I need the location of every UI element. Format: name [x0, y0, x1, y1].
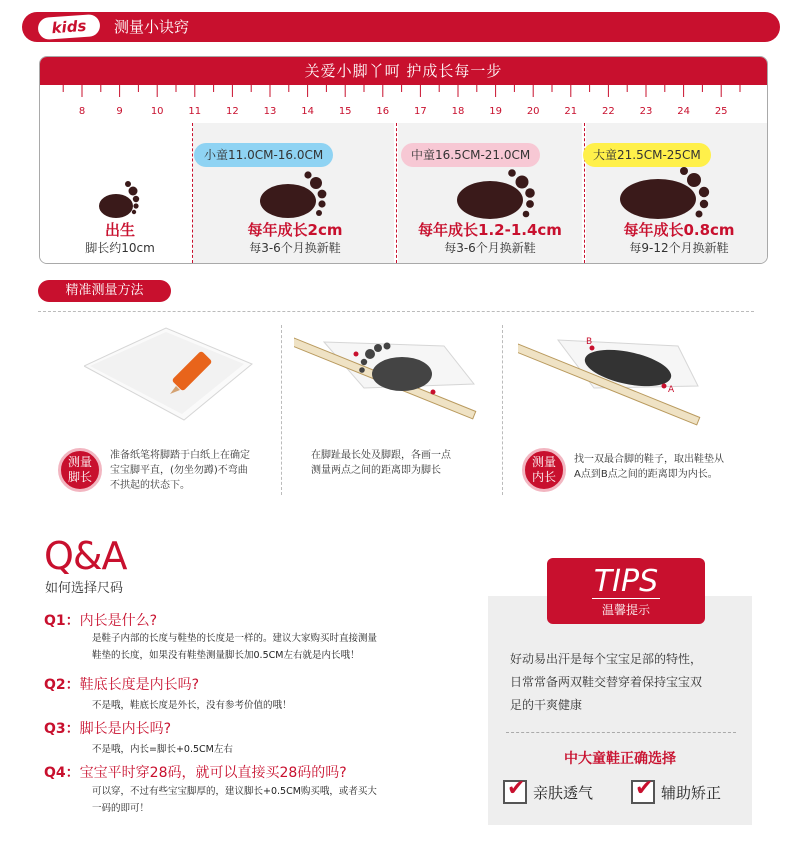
ruler-tick-label: 13	[263, 106, 277, 117]
tips-heading: 中大童鞋正确选择	[564, 751, 676, 767]
text-line: 在脚趾最长处及脚跟，各画一点	[311, 450, 451, 461]
ruler-tick-label: 9	[116, 106, 123, 117]
size-range-medium: 中童16.5CM-21.0CM	[401, 143, 540, 167]
ruler-tick-label: 25	[714, 106, 728, 117]
footprint-baby-icon	[96, 179, 146, 219]
ruler-tick-label: 22	[602, 106, 615, 117]
ruler-tick-label: 17	[414, 106, 427, 117]
stage-subtitle-large: 每9-12个月换新鞋	[629, 241, 729, 255]
method-step-2-text	[311, 448, 451, 478]
question-4	[44, 762, 347, 782]
question-1	[44, 610, 157, 630]
tips-title: TIPS	[593, 564, 659, 599]
badge-line-1: 测量	[67, 455, 92, 469]
answer-3	[92, 741, 233, 758]
ruler-slogan: 关爱小脚丫呵 护成长每一步	[304, 62, 503, 80]
divider	[281, 325, 282, 495]
ruler-tick-label: 8	[78, 106, 86, 117]
ruler-tick-label: 19	[489, 106, 502, 117]
answer-line: 可以穿，不过有些宝宝脚厚的，建议脚长+0.5CM购买哦，或者买大	[92, 786, 377, 797]
ruler-tick-label: 21	[564, 106, 578, 117]
text-line: 测量两点之间的距离即为脚长	[311, 465, 441, 476]
text-line: 找一双最合脚的鞋子，取出鞋垫从	[574, 454, 724, 465]
divider	[584, 123, 585, 263]
ruler-tick-label: 10	[150, 106, 164, 117]
ruler-ticks	[40, 85, 768, 105]
answer-2	[92, 697, 292, 714]
badge-line-1: 测量	[531, 455, 556, 469]
ruler-tick-label: 14	[301, 106, 314, 117]
ruler-tick-label: 15	[338, 106, 352, 117]
ruler-tick-label: 24	[677, 106, 690, 117]
question-3	[44, 718, 171, 738]
answer-1	[92, 630, 377, 664]
stage-subtitle-small: 每3-6个月换新鞋	[249, 241, 341, 255]
question-text: 宝宝平时穿28码，就可以直接买28码的吗?	[79, 765, 347, 781]
ruler-tick-label: 16	[376, 106, 390, 117]
divider	[592, 598, 660, 599]
ruler-tick-label: 18	[451, 106, 465, 117]
stage-title-baby: 出生	[104, 221, 135, 239]
divider	[506, 732, 736, 733]
question-text: 鞋底长度是内长吗?	[79, 677, 200, 693]
paper-pencil-illustration	[84, 326, 254, 422]
ruler-band	[40, 57, 767, 85]
stage-subtitle-medium: 每3-6个月换新鞋	[444, 241, 536, 255]
badge-line-2: 内长	[531, 470, 556, 484]
section-header-bar	[22, 12, 780, 42]
question-number: Q1：	[44, 613, 80, 629]
text-line: A点到B点之间的距离即为内长。	[574, 469, 718, 480]
stage-title-medium: 每年成长1.2-1.4cm	[418, 221, 562, 239]
stage-subtitle-baby: 脚长约10cm	[85, 241, 155, 255]
insole-ruler-illustration	[518, 334, 704, 430]
qa-subtitle: 如何选择尺码	[45, 581, 124, 596]
question-number: Q3：	[44, 721, 80, 737]
ruler-tick-label: 12	[226, 106, 239, 117]
ruler-tick-label: 23	[639, 106, 653, 117]
tips-badge	[547, 558, 705, 624]
size-range-large: 大童21.5CM-25CM	[583, 143, 711, 167]
answer-4	[92, 783, 377, 817]
answer-line: 不是哦，鞋底长度是外长，没有参考价值的哦！	[92, 700, 292, 711]
text-line: 准备纸笔将脚踏于白纸上在确定	[110, 450, 250, 461]
label-b: B	[586, 337, 593, 347]
question-number: Q4：	[44, 765, 80, 781]
footprint-medium-icon	[454, 169, 542, 223]
ruler-tick-label: 11	[188, 106, 202, 117]
stage-title-small: 每年成长2cm	[247, 221, 343, 239]
qa-title: Q&A	[44, 534, 127, 578]
foot-ruler-illustration	[294, 334, 478, 430]
label-a: A	[668, 385, 675, 395]
check-mark-icon: ✔	[635, 776, 654, 801]
tips-subtitle: 温馨提示	[601, 603, 650, 617]
ruler-tick-label: 20	[526, 106, 540, 117]
divider	[396, 123, 397, 263]
answer-line: 不是哦，内长=脚长+0.5CM左右	[92, 744, 233, 755]
answer-line: 一码的即可！	[92, 803, 150, 814]
section-title: 测量小诀窍	[114, 18, 190, 36]
stage-title-large: 每年成长0.8cm	[623, 221, 735, 239]
badge-line-2: 脚长	[67, 470, 92, 484]
check-label: 亲肤透气	[533, 784, 594, 802]
divider	[192, 123, 193, 263]
footprint-small-icon	[258, 171, 334, 221]
answer-line: 鞋垫的长度，如果没有鞋垫测量脚长加0.5CM左右就是内长哦！	[92, 650, 360, 661]
check-mark-icon: ✔	[507, 776, 526, 801]
kids-logo: kids	[37, 14, 100, 40]
measure-inner-length-badge	[522, 448, 566, 492]
question-text: 脚长是内长吗?	[79, 721, 172, 737]
question-text: 内长是什么?	[79, 613, 158, 629]
footprint-large-icon	[616, 167, 716, 223]
question-2	[44, 674, 199, 694]
text-line: 不拱起的状态下。	[110, 480, 190, 491]
measure-foot-length-badge	[58, 448, 102, 492]
check-label: 辅助矫正	[661, 784, 722, 802]
text-line: 宝宝脚平直，(勿坐勿蹲)不弯曲	[110, 465, 248, 476]
size-range-small: 小童11.0CM-16.0CM	[194, 143, 333, 167]
divider	[502, 325, 503, 495]
size-growth-panel	[39, 56, 768, 264]
method-step-1-text	[110, 448, 250, 493]
tips-text	[510, 648, 740, 717]
method-step-3-text	[574, 452, 724, 482]
method-title: 精准测量方法	[38, 280, 171, 302]
text-line: 好动易出汗是每个宝宝足部的特性，	[510, 652, 703, 666]
text-line: 足的干爽健康	[510, 698, 583, 712]
answer-line: 是鞋子内部的长度与鞋垫的长度是一样的。建议大家购买时直接测量	[92, 633, 378, 644]
question-number: Q2：	[44, 677, 80, 693]
divider	[38, 311, 754, 312]
text-line: 日常常备两双鞋交替穿着保持宝宝双	[510, 675, 703, 689]
